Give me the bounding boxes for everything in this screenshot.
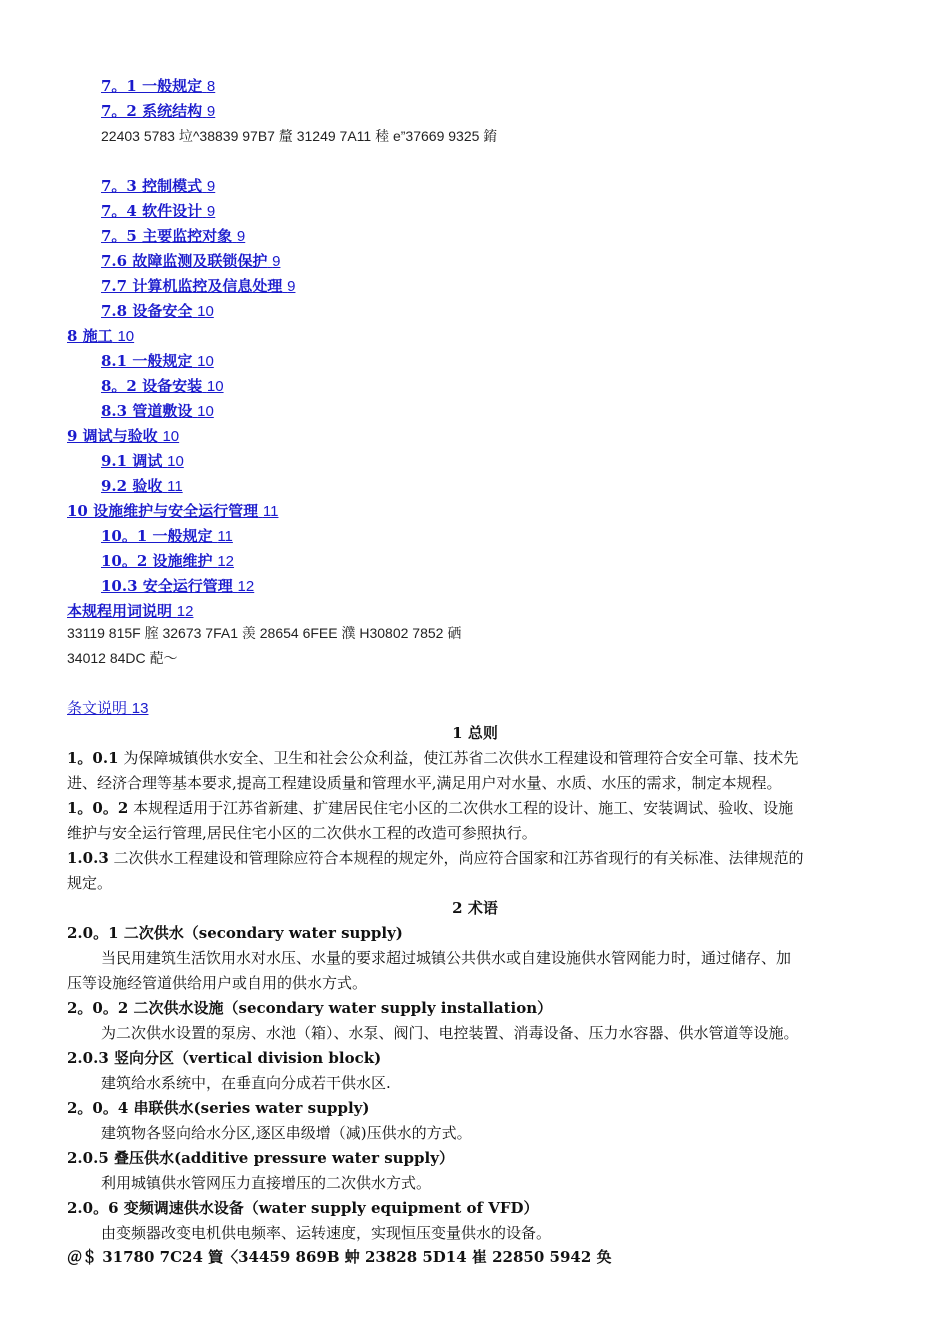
toc-entry[interactable] [101,449,184,474]
toc-entry-title: 7。5 主要监控对象 [101,227,233,245]
toc-entry-title: 7.8 设备安全 [101,302,193,320]
toc-entry[interactable] [101,399,214,424]
toc-entry-page: 11 [262,503,279,520]
toc-entry-page: 10 [197,353,214,370]
toc-entry-title: 10。2 设施维护 [101,552,213,570]
toc-entry-title: 7。3 控制模式 [101,177,203,195]
clause-number: 1。0。2 [67,799,129,817]
paragraph-line: 进、经济合理等基本要求,提高工程建设质量和管理水平,满足用户对水量、水质、水压的需求，制定本规程。 [67,774,782,792]
garbled-text: 34012 84DC 蓜～ [67,650,178,666]
toc-entry-title: 7.7 计算机监控及信息处理 [101,277,283,295]
term-heading: 2.0。6 变频调速供水设备（water supply equipment of VFD） [67,1199,539,1217]
toc-entry-page: 12 [217,553,235,570]
toc-entry[interactable] [101,374,224,399]
term-definition: 压等设施经管道供给用户或自用的供水方式。 [67,974,368,992]
paragraph-line: 1。0.1 为保障城镇供水安全、卫生和社会公众利益，使江苏省二次供水工程建设和管理符合安全可靠、技术先 [67,749,799,767]
toc-entry-page: 12 [237,578,255,595]
toc-entry-title: 8.1 一般规定 [101,352,193,370]
toc-entry[interactable] [101,349,214,374]
toc-entry-page: 10 [117,328,135,345]
garbled-footer: ＠＄ 31780 7C24 簤〈34459 869B 蚛 23828 5D14 崔 22850 5942 奂 [67,1248,612,1266]
toc-entry-page: 10 [197,303,214,320]
toc-entry[interactable] [101,549,234,574]
toc-entry-page: 9 [236,228,246,245]
paragraph-line: 规定。 [67,874,113,892]
term-heading: 2.0.5 叠压供水(additive pressure water supply） [67,1149,454,1167]
toc-entry-title: 10。1 一般规定 [101,527,213,545]
toc-entry-title: 本规程用词说明 [67,602,173,620]
toc-entry-title: 8.3 管道敷设 [101,402,193,420]
toc-entry-page: 11 [167,478,183,495]
term-definition: 当民用建筑生活饮用水对水压、水量的要求超过城镇公共供水或自建设施供水管网能力时，通过储存、加 [101,949,792,967]
toc-entry[interactable] [101,224,245,249]
garbled-text: 33119 815F 腟 32673 7FA1 羡 28654 6FEE 濮 H30802 7852 硒 [67,625,462,641]
toc-entry-title: 9 调试与验收 [67,427,158,445]
term-heading: 2。0。4 串联供水(series water supply) [67,1099,370,1117]
toc-entry-title: 10.3 安全运行管理 [101,577,233,595]
toc-entry-page: 10 [162,428,180,445]
toc-entry-title: 10 设施维护与安全运行管理 [67,502,259,520]
paragraph-line: 1。0。2 本规程适用于江苏省新建、扩建居民住宅小区的二次供水工程的设计、施工、安装调试、验收、设施 [67,799,794,817]
paragraph-line: 1.0.3 二次供水工程建设和管理除应符合本规程的规定外，尚应符合国家和江苏省现行的有关标准、法律规范的 [67,849,804,867]
section-heading: 2 术语 [452,899,498,917]
toc-entry-page: 10 [197,403,214,420]
toc-entry[interactable] [101,574,254,599]
term-heading: 2。0。2 二次供水设施（secondary water supply installation） [67,999,553,1017]
term-definition: 由变频器改变电机供电频率、运转速度，实现恒压变量供水的设备。 [101,1224,552,1242]
toc-entry-title: 8。2 设备安装 [101,377,203,395]
toc-entry[interactable]: 7。1 一般规定 8 [101,77,216,95]
paragraph-line: 维护与安全运行管理,居民住宅小区的二次供水工程的改造可参照执行。 [67,824,537,842]
toc-entry-title: 7.6 故障监测及联锁保护 [101,252,268,270]
term-heading: 2.0。1 二次供水（secondary water supply) [67,924,403,942]
toc-entry-page: 11 [217,528,233,545]
term-heading: 2.0.3 竖向分区（vertical division block) [67,1049,382,1067]
toc-entry[interactable] [101,199,215,224]
toc-entry[interactable] [101,274,295,299]
toc-entry-page: 12 [176,603,194,620]
toc-entry-page: 9 [206,203,216,220]
toc-entry[interactable] [67,424,179,449]
toc-entry[interactable] [67,324,134,349]
garbled-text: 22403 5783 垃^38839 97B7 釐 31249 7A11 稑 e”37669 9325 錥 [101,128,498,144]
clause-number: 1。0.1 [67,749,119,767]
toc-entry-page: 9 [206,178,216,195]
term-definition: 建筑物各竖向给水分区,逐区串级增（减)压供水的方式。 [101,1124,472,1142]
toc-entry[interactable] [101,299,214,324]
toc-entry[interactable]: 7。2 系统结构 9 [101,102,216,120]
toc-entry-title: 7。4 软件设计 [101,202,203,220]
toc-entry[interactable] [67,499,278,524]
section-heading: 1 总则 [452,724,498,742]
term-definition: 为二次供水设置的泵房、水池（箱）、水泵、阀门、电控装置、消毒设备、压力水容器、供水管道等设施。 [101,1024,799,1042]
toc-entry-page: 10 [167,453,184,470]
term-definition: 建筑给水系统中，在垂直向分成若干供水区. [101,1074,391,1092]
toc-entry-explanation[interactable]: 条文说明 13 [67,699,149,717]
toc-entry-title: 9.1 调试 [101,452,163,470]
toc-entry[interactable] [101,174,215,199]
toc-entry-page: 10 [206,378,224,395]
toc-entry-title: 9.2 验收 [101,477,163,495]
toc-entry-page: 9 [272,253,281,270]
term-definition: 利用城镇供水管网压力直接增压的二次供水方式。 [101,1174,432,1192]
toc-entry[interactable] [101,474,183,499]
toc-entry-title: 8 施工 [67,327,113,345]
clause-number: 1.0.3 [67,849,109,867]
toc-entry-page: 9 [287,278,296,295]
toc-entry[interactable] [101,524,233,549]
toc-entry[interactable] [101,249,280,274]
